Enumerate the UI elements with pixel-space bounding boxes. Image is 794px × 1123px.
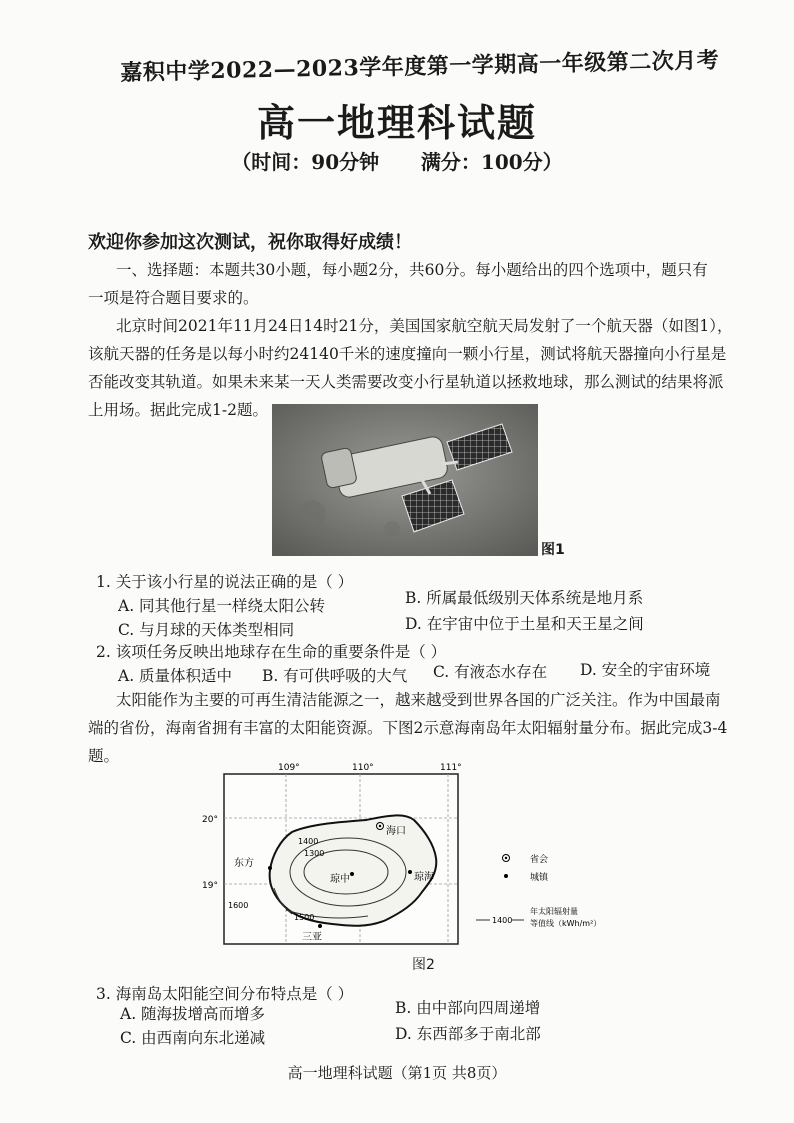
passage-solar-energy: 太阳能作为主要的可再生清洁能源之一，越来越受到世界各国的广泛关注。作为中国最南 端的省份，海南省拥有丰富的太阳能资源。下图2示意海南岛年太阳辐射量分布。据此完成3-4 题。 xyxy=(88,691,728,765)
place-qiongzhong: 琼中 xyxy=(330,874,350,885)
question-2-option-a: A. 质量体积适中 xyxy=(118,667,233,685)
question-2-option-c: C. 有液态水存在 xyxy=(433,663,548,681)
town-marker xyxy=(318,924,322,928)
welcome-text: 欢迎你参加这次测试，祝你取得好成绩！ xyxy=(88,232,412,253)
question-1-option-c: C. 与月球的天体类型相同 xyxy=(118,621,295,639)
longitude-label: 111° xyxy=(440,763,462,773)
isoline-value-label: 1300 xyxy=(304,849,325,858)
longitude-label: 109° xyxy=(278,763,300,773)
place-haikou: 海口 xyxy=(386,826,406,837)
figure-2-label: 图2 xyxy=(412,957,435,973)
question-3-option-a: A. 随海拔增高而增多 xyxy=(120,1005,266,1023)
question-2-option-b: B. 有可供呼吸的大气 xyxy=(262,667,408,685)
section-instructions: 一、选择题：本题共30小题，每小题2分，共60分。每小题给出的四个选项中，题只有 一项是符合题目要求的。 xyxy=(88,261,708,307)
question-2-option-d: D. 安全的宇宙环境 xyxy=(580,661,711,679)
question-3-stem: 3. 海南岛太阳能空间分布特点是（ ） xyxy=(96,985,354,1003)
spacecraft-illustration xyxy=(272,404,538,556)
longitude-label: 110° xyxy=(352,763,374,773)
figure-1-spacecraft-image xyxy=(272,404,538,556)
town-marker xyxy=(408,870,412,874)
place-dongfang: 东方 xyxy=(234,858,254,869)
legend-capital-label: 省会 xyxy=(530,855,549,865)
question-3-option-d: D. 东西部多于南北部 xyxy=(395,1025,541,1043)
place-qionghai: 琼海 xyxy=(414,872,434,883)
question-3-option-b: B. 由中部向四周递增 xyxy=(395,999,541,1017)
isoline-value-label: 1500 xyxy=(294,913,315,922)
page-footer: 高一地理科试题（第1页 共8页） xyxy=(287,1064,507,1082)
question-1-option-d: D. 在宇宙中位于土星和天王星之间 xyxy=(405,615,644,633)
capital-marker xyxy=(379,825,381,827)
town-marker xyxy=(350,872,354,876)
figure-2-hainan-map xyxy=(190,760,670,950)
question-1-option-b: B. 所属最低级别天体系统是地月系 xyxy=(405,589,644,607)
legend-isoline-desc: 年太阳辐射量 xyxy=(530,907,578,916)
page-title: 高一地理科试题 xyxy=(256,100,537,145)
legend-isoline-unit: 等值线（kWh/m²） xyxy=(530,919,602,928)
question-1-stem: 1. 关于该小行星的说法正确的是（ ） xyxy=(96,573,354,591)
question-3-option-c: C. 由西南向东北递减 xyxy=(120,1029,266,1047)
town-marker xyxy=(268,866,272,870)
isoline-value-label: 1400 xyxy=(298,837,319,846)
figure-1-label: 图1 xyxy=(541,542,565,558)
latitude-label: 19° xyxy=(202,881,218,891)
legend-isoline-value: 1400 xyxy=(492,916,513,925)
hainan-solar-radiation-map xyxy=(190,760,670,950)
exam-header: 嘉积中学2022—2023学年度第一学期高一年级第二次月考 xyxy=(120,47,720,86)
exam-time-score: （时间：90分钟 满分：100分） xyxy=(231,150,563,174)
isoline-value-label: 1600 xyxy=(228,901,249,910)
place-sanya: 三亚 xyxy=(302,932,322,943)
latitude-label: 20° xyxy=(202,815,218,825)
question-2-stem: 2. 该项任务反映出地球存在生命的重要条件是（ ） xyxy=(96,643,447,661)
legend-town-symbol xyxy=(504,874,508,878)
legend-town-label: 城镇 xyxy=(530,873,549,883)
passage-spacecraft: 北京时间2021年11月24日14时21分，美国国家航空航天局发射了一个航天器（如图1）， 该航天器的任务是以每小时约24140千米的速度撞向一颗小行星，测试将航天器撞向小行星是 否能改变其轨道。如果未来某一天人类需要改变小行星轨道以拯救地球，那么测试的结果将派 上用场。据此完成1-2题。 xyxy=(88,317,733,419)
question-1-option-a: A. 同其他行星一样绕太阳公转 xyxy=(118,597,326,615)
